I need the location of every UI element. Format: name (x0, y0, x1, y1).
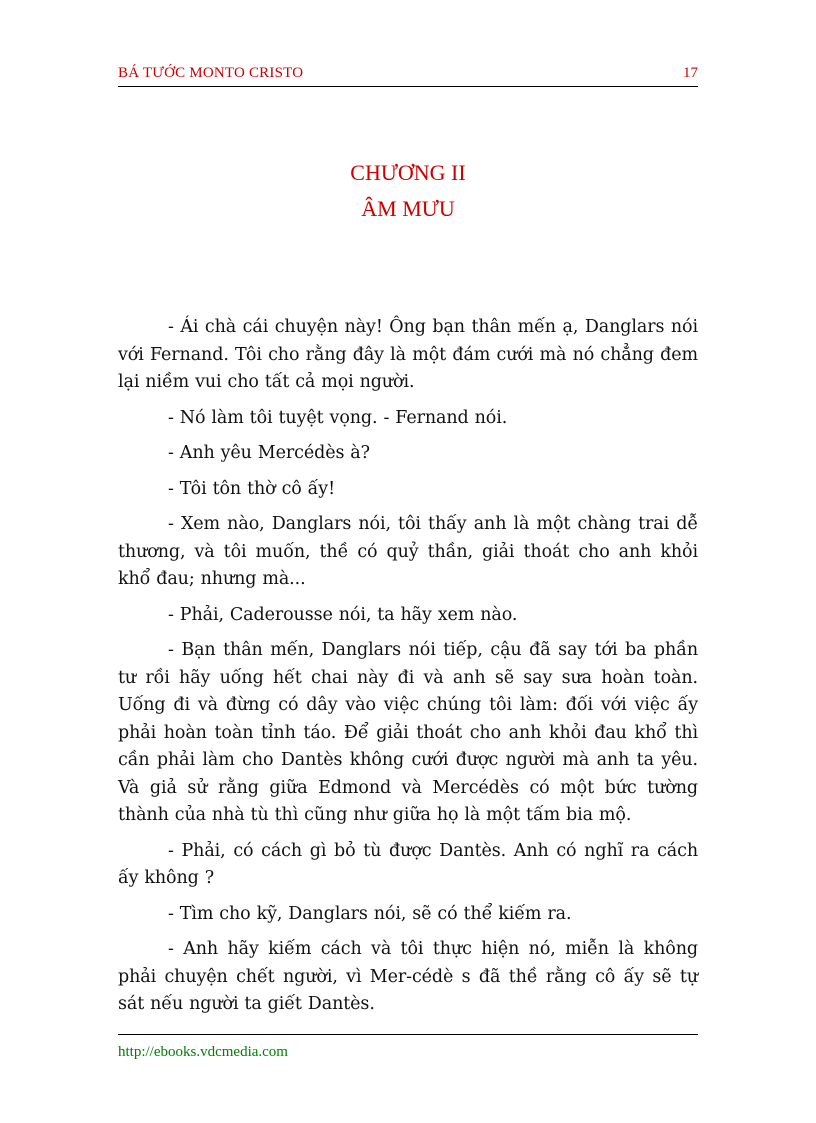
chapter-number: CHƯƠNG II (350, 160, 466, 185)
chapter-body (118, 314, 698, 1027)
footer-divider (118, 1034, 698, 1035)
paragraph: - Anh hãy kiếm cách và tôi thực hiện nó, miễn là không phải chuyện chết người, vì Mer-cédè s đã thề rằng cô ấy sẽ tự sát nếu người ta giết Dantès. (118, 939, 698, 1014)
paragraph: - Nó làm tôi tuyệt vọng. - Fernand nói. (168, 407, 508, 428)
paragraph: - Phải, có cách gì bỏ tù được Dantès. Anh có nghĩ ra cách ấy không ? (118, 840, 698, 888)
paragraph: - Tôi tôn thờ cô ấy! (168, 478, 336, 499)
paragraph: - Phải, Caderousse nói, ta hãy xem nào. (168, 604, 518, 625)
paragraph: - Ái chà cái chuyện này! Ông bạn thân mến ạ, Danglars nói với Fernand. Tôi cho rằng đây là một đám cưới mà nó chẳng đem lại niềm vui cho tất cả mọi người. (118, 317, 698, 392)
paragraph: - Anh yêu Mercédès à? (168, 443, 370, 463)
page-number: 17 (683, 65, 698, 81)
footer-link[interactable]: http://ebooks.vdcmedia.com (118, 1044, 288, 1060)
paragraph: - Xem nào, Danglars nói, tôi thấy anh là một chàng trai dễ thương, và tôi muốn, thề có quỷ thần, giải thoát cho anh khỏi khổ đau; nhưng mà... (118, 514, 698, 589)
paragraph: - Bạn thân mến, Danglars nói tiếp, cậu đã say tới ba phần tư rồi hãy uống hết chai này đi và anh sẽ say sưa hoàn toàn. Uống đi và đừng có dây vào việc chúng tôi làm: đối với việc ấy phải hoàn toàn tỉnh táo. Để giải thoát cho anh khỏi đau khổ thì cần phải làm cho Dantès không cưới được người mà anh ta yêu. Và giả sử rằng giữa Edmond và Mercédès có một bức tường thành của nhà tù thì cũng như giữa họ là một tấm bia mộ. (118, 640, 698, 825)
paragraph: - Tìm cho kỹ, Danglars nói, sẽ có thể kiếm ra. (168, 903, 572, 924)
running-header (118, 62, 698, 87)
chapter-title: ÂM MƯU (361, 196, 455, 221)
book-title: BÁ TƯỚC MONTO CRISTO (118, 65, 304, 81)
